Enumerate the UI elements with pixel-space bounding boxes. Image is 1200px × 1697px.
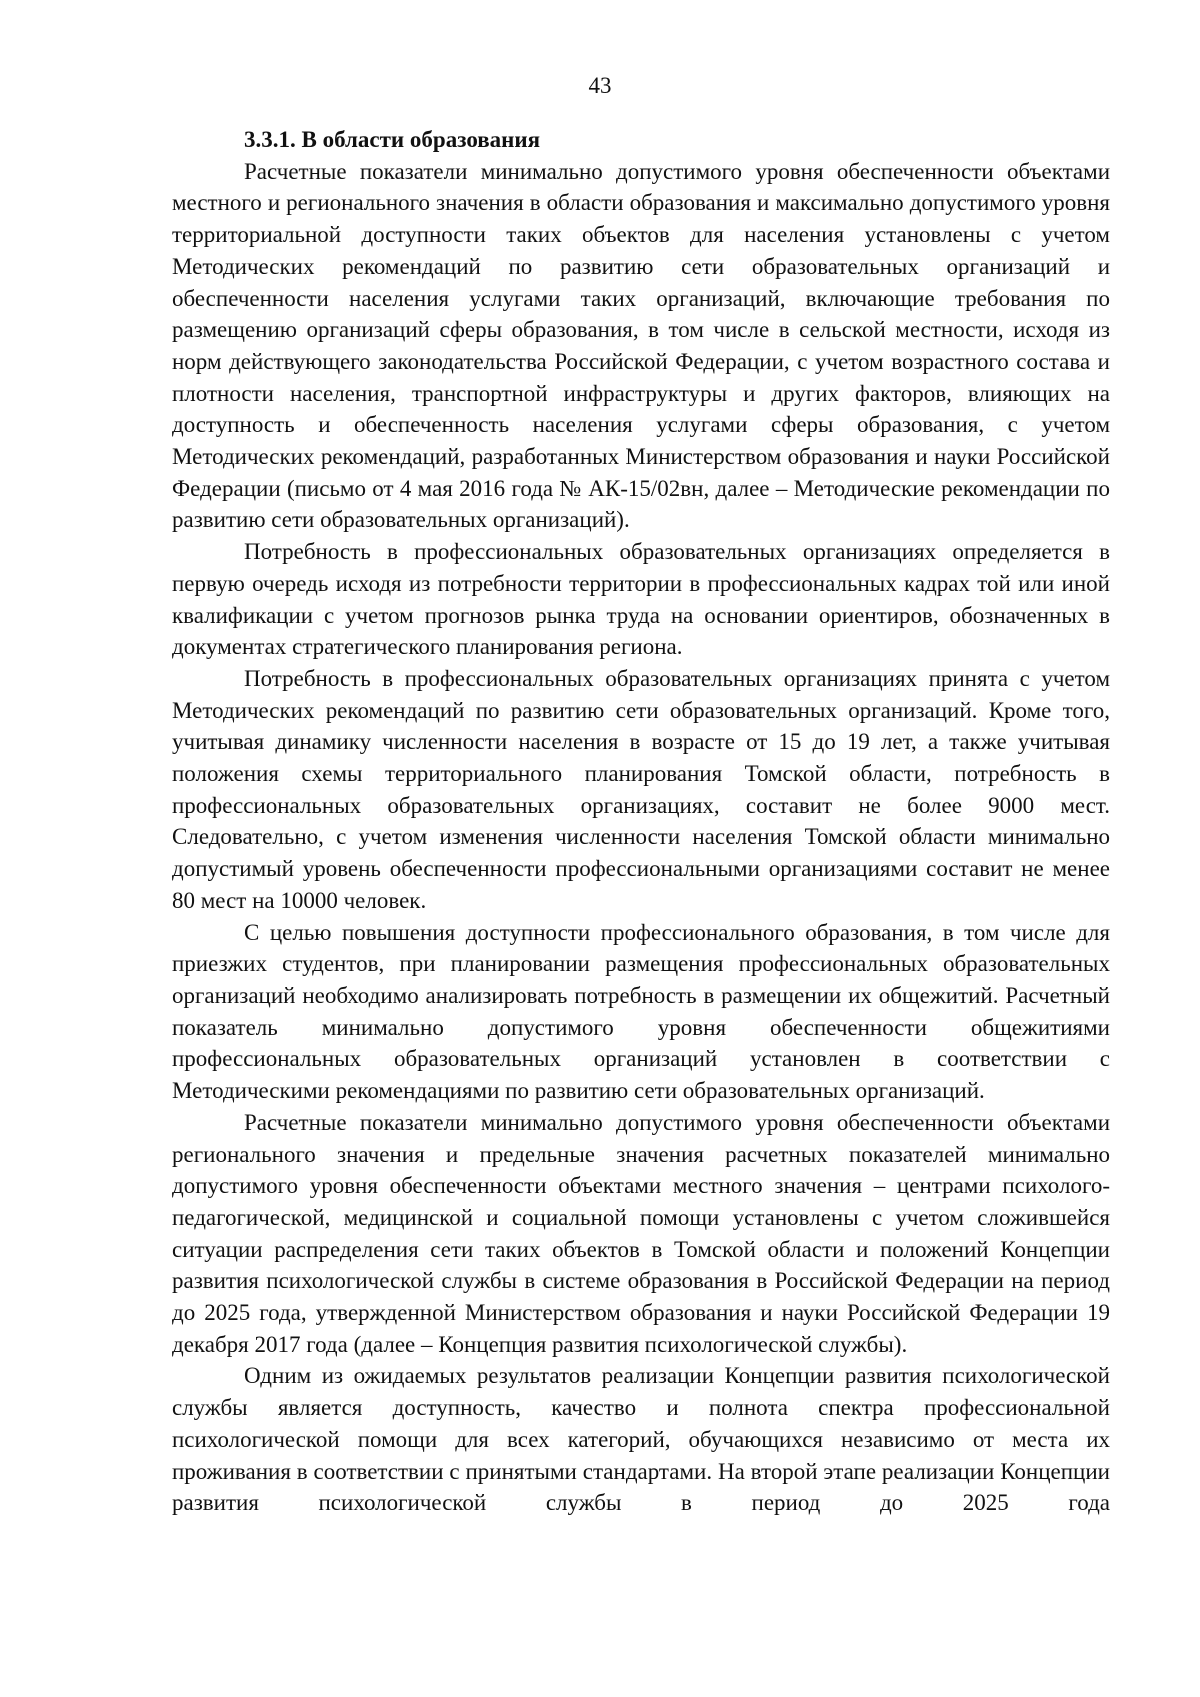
paragraph: Одним из ожидаемых результатов реализации Концепции развития психологической службы является доступность, качество и полнота спектра профессиональной психологической помощи для всех категорий, обучающихся независимо от места их проживания в соответствии с принятыми стандартами. На второй этапе реализации Концепции развития психологической службы в период до 2025 года — [172, 1363, 1110, 1516]
paragraph: Потребность в профессиональных образовательных организациях определяется в первую очередь исходя из потребности территории в профессиональных кадрах той или иной квалификации с учетом прогнозов рынка труда на основании ориентиров, обозначенных в документах стратегического планирования региона. — [172, 539, 1110, 660]
document-body — [172, 124, 1110, 1519]
paragraph: Расчетные показатели минимально допустимого уровня обеспеченности объектами местного и регионального значения в области образования и максимально допустимого уровня территориальной доступности таких объектов для населения установлены с учетом Методических рекомендаций по развитию сети образовательных организаций и обеспеченности населения услугами таких организаций, включающие требования по размещению организаций сферы образования, в том числе в сельской местности, исходя из норм действующего законодательства Российской Федерации, с учетом возрастного состава и плотности населения, транспортной инфраструктуры и других факторов, влияющих на доступность и обеспеченность населения услугами сферы образования, с учетом Методических рекомендаций, разработанных Министерством образования и науки Российской Федерации (письмо от 4 мая 2016 года № АК-15/02вн, далее – Методические рекомендации по развитию сети образовательных организаций). — [172, 158, 1110, 533]
section-heading: 3.3.1. В области образования — [244, 127, 541, 152]
paragraph: Расчетные показатели минимально допустимого уровня обеспеченности объектами регионального значения и предельные значения расчетных показателей минимально допустимого уровня обеспеченности объектами местного значения – центрами психолого-педагогической, медицинской и социальной помощи установлены с учетом сложившейся ситуации распределения сети таких объектов в Томской области и положений Концепции развития психологической службы в системе образования в Российской Федерации на период до 2025 года, утвержденной Министерством образования и науки Российской Федерации 19 декабря 2017 года (далее – Концепция развития психологической службы). — [172, 1109, 1110, 1357]
paragraph: Потребность в профессиональных образовательных организациях принята с учетом Методических рекомендаций по развитию сети образовательных организаций. Кроме того, учитывая динамику численности населения в возрасте от 15 до 19 лет, а также учитывая положения схемы территориального планирования Томской области, потребность в профессиональных образовательных организациях, составит не более 9000 мест. Следовательно, с учетом изменения численности населения Томской области минимально допустимый уровень обеспеченности профессиональными организациями составит не менее 80 мест на 10000 человек. — [172, 665, 1110, 913]
paragraph: С целью повышения доступности профессионального образования, в том числе для приезжих студентов, при планировании размещения профессиональных образовательных организаций необходимо анализировать потребность в размещении их общежитий. Расчетный показатель минимально допустимого уровня обеспеченности общежитиями профессиональных образовательных организаций установлен в соответствии с Методическими рекомендациями по развитию сети образовательных организаций. — [172, 919, 1110, 1104]
page-number: 43 — [588, 73, 612, 98]
